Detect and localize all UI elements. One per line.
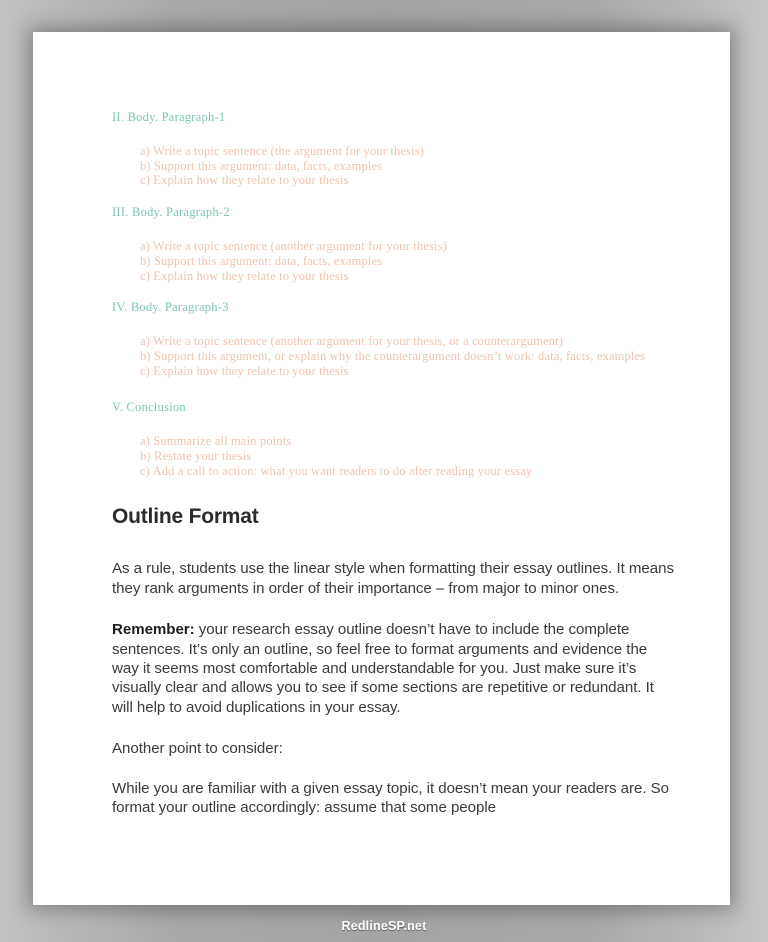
outline-item: c) Add a call to action: what you want readers to do after reading your essay	[140, 463, 533, 478]
outline-item: a) Write a topic sentence (another argument for your thesis)	[140, 239, 447, 254]
document-page	[33, 32, 730, 905]
outline-item: b) Restate your thesis	[140, 449, 252, 464]
outline-section-body-paragraph-2	[112, 205, 674, 283]
outline-item: b) Support this argument: data, facts, examples	[140, 253, 383, 268]
outline-item-list	[112, 144, 674, 188]
paragraph-remember	[112, 620, 674, 717]
remember-body: your research essay outline doesn’t have to include the complete sentences. It’s only an outline, so feel free to format arguments and evidence the way it seems most comfortable and understandable for you. Just make sure it’s visually clear and allows you to see if some sections are repetitive or redundant. It will help to avoid duplications in your essay.	[112, 621, 654, 716]
outline-heading: IV. Body. Paragraph-3	[112, 300, 229, 315]
remember-label: Remember:	[112, 621, 195, 639]
outline-heading: III. Body. Paragraph-2	[112, 205, 230, 220]
outline-section-conclusion	[112, 400, 674, 478]
outline-heading: II. Body. Paragraph-1	[112, 110, 226, 124]
essay-outline	[112, 110, 674, 478]
outline-item: a) Write a topic sentence (another argument for your thesis, or a counterargument)	[140, 334, 564, 349]
outline-item: c) Explain how they relate to your thesis	[140, 268, 349, 283]
outline-item: a) Summarize all main points	[140, 434, 292, 449]
outline-item-list	[112, 434, 674, 478]
prose-body	[112, 504, 674, 817]
outline-item: b) Support this argument: data, facts, examples	[140, 158, 383, 173]
site-watermark: RedlineSP.net	[341, 919, 427, 933]
page-content	[33, 32, 730, 905]
outline-item-list	[112, 239, 674, 283]
outline-item: c) Explain how they relate to your thesis	[140, 173, 349, 188]
outline-section-body-paragraph-1	[112, 110, 674, 188]
outline-section-body-paragraph-3	[112, 300, 674, 378]
paragraph-closing: While you are familiar with a given essay topic, it doesn’t mean your readers are. So format your outline accordingly: assume that some people	[112, 779, 669, 817]
paragraph-intro: As a rule, students use the linear style when formatting their essay outlines. It means they rank arguments in order of their importance – from major to minor ones.	[112, 560, 674, 597]
outline-item: b) Support this argument, or explain why the counterargument doesn’t work: data, facts, examples	[140, 348, 646, 363]
outline-item-list	[112, 334, 674, 378]
paragraph-another-point: Another point to consider:	[112, 740, 283, 758]
outline-item: c) Explain how they relate to your thesis	[140, 363, 349, 378]
outline-item: a) Write a topic sentence (the argument for your thesis)	[140, 144, 425, 158]
section-title: Outline Format	[112, 505, 259, 529]
outline-heading: V. Conclusion	[112, 400, 186, 415]
